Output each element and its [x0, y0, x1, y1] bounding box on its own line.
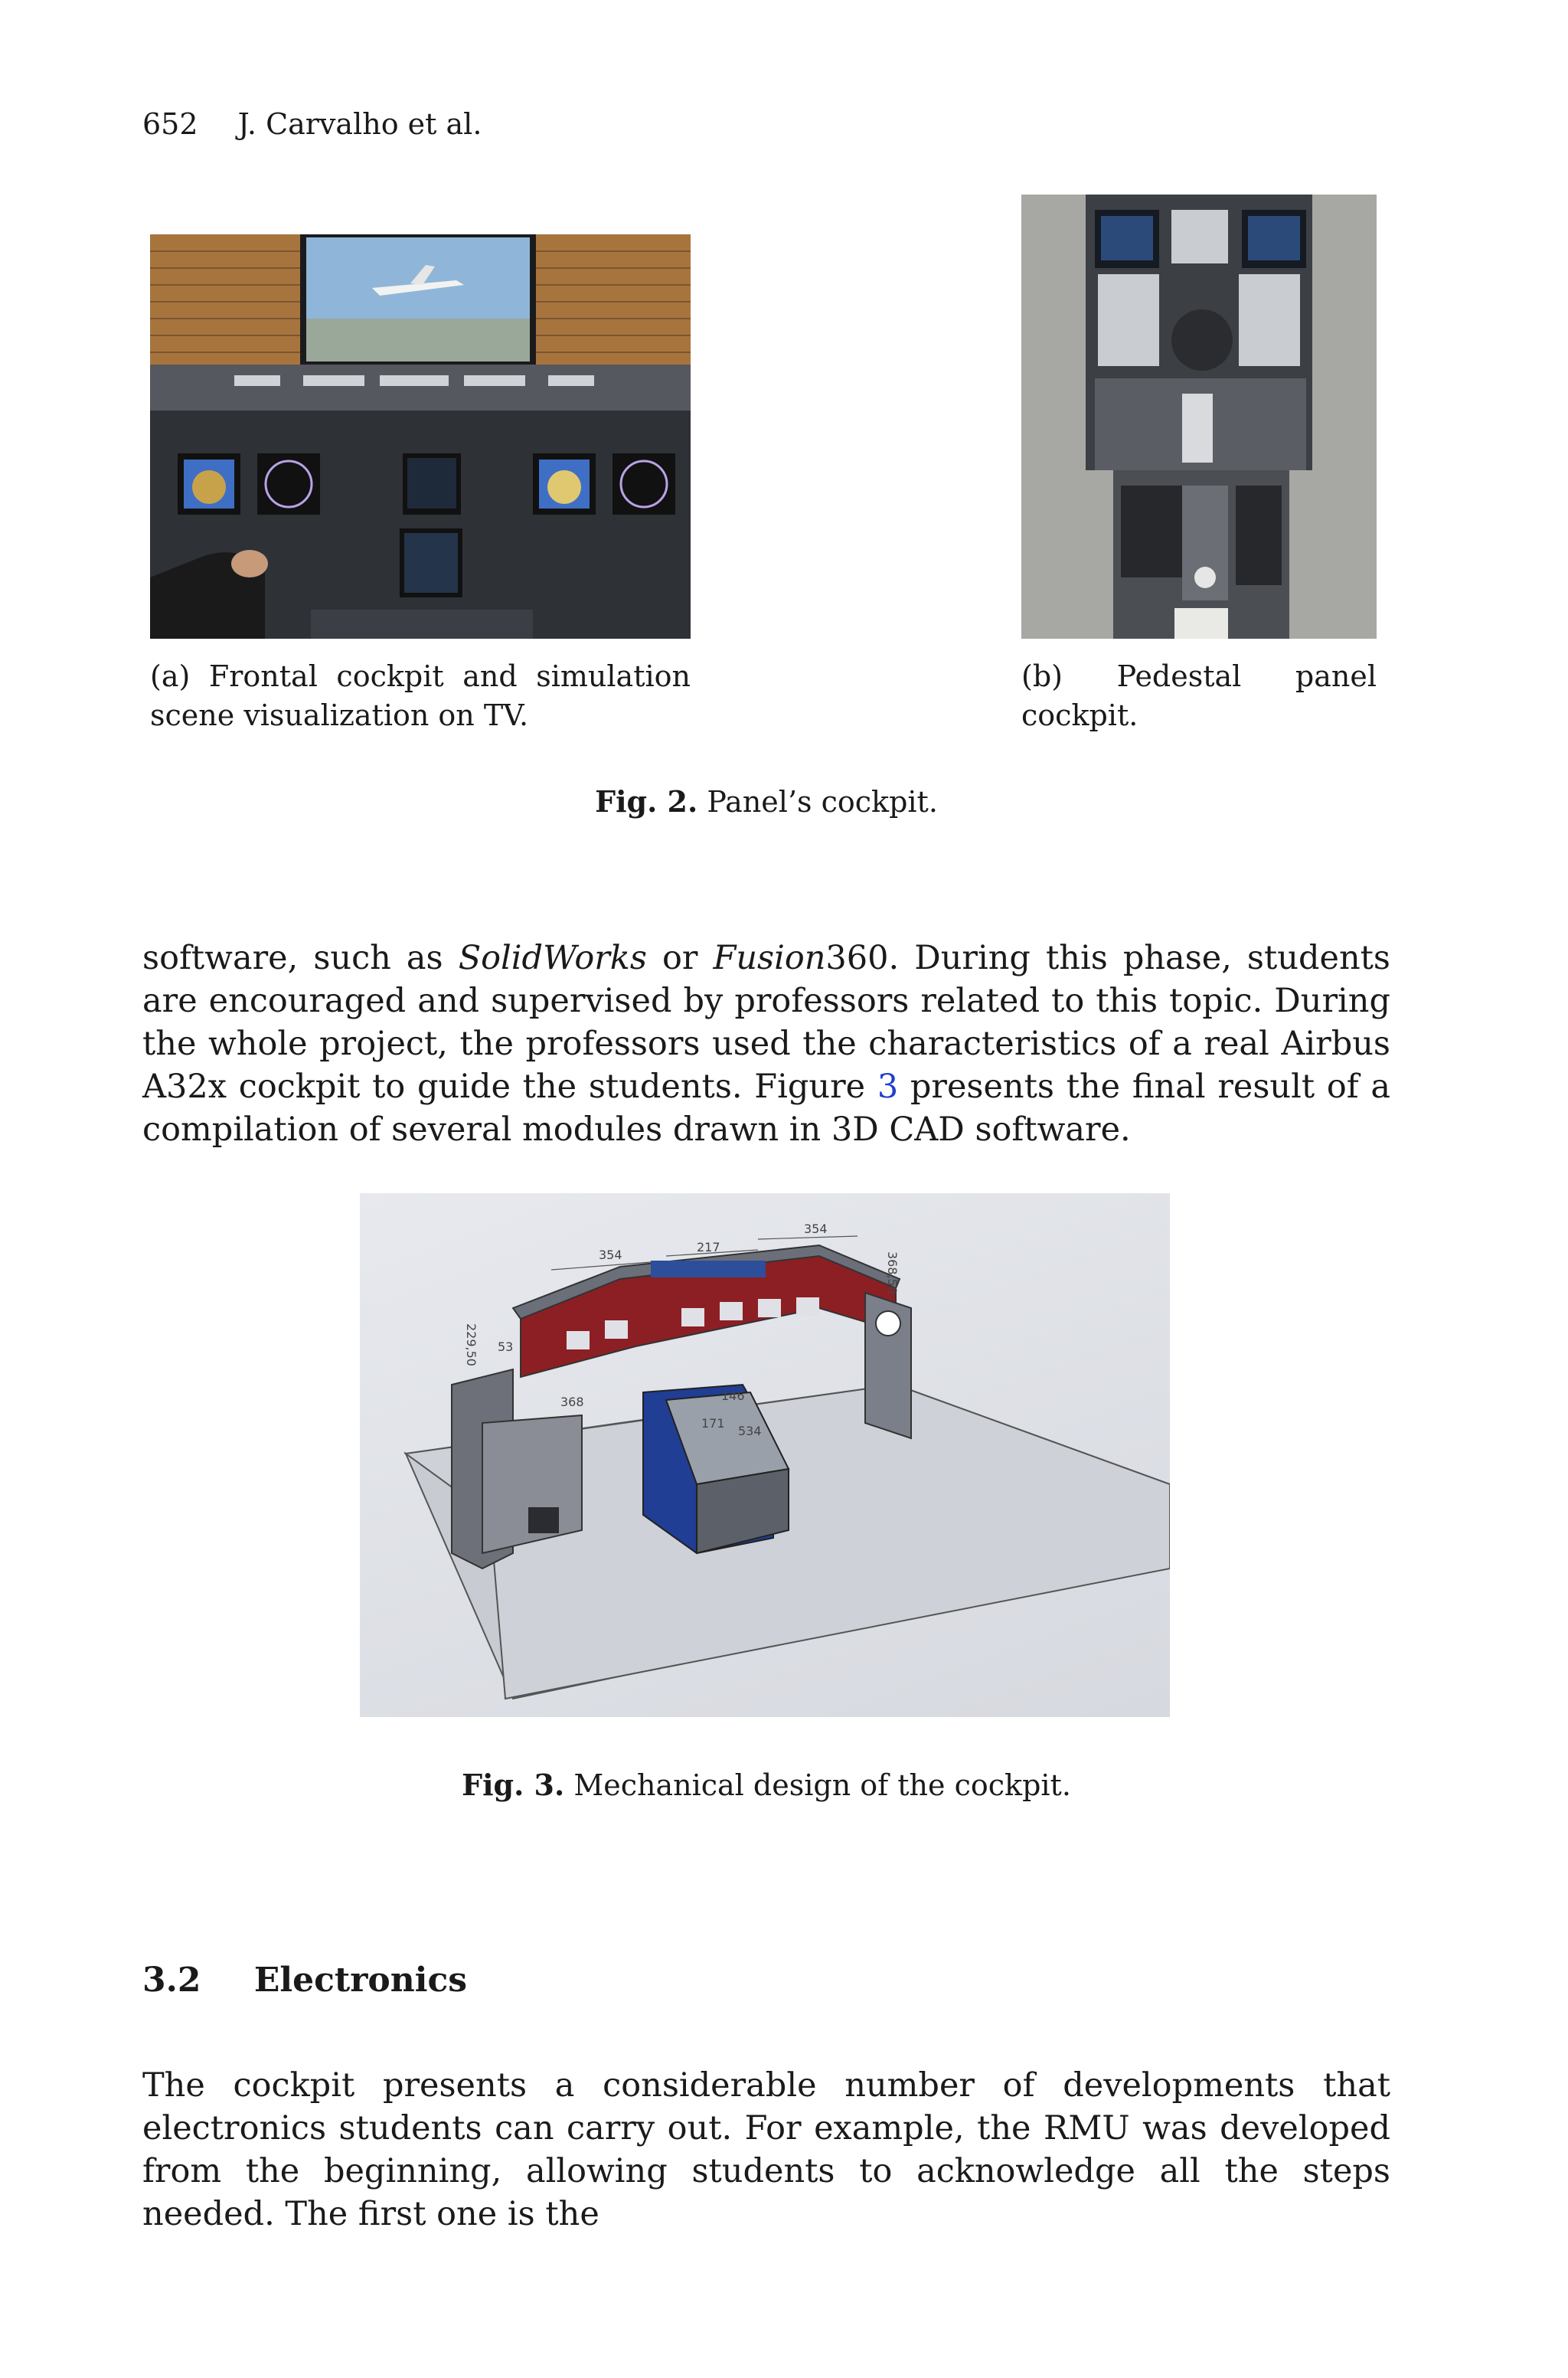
dimension-label: 229,50: [464, 1323, 479, 1366]
figure-3-caption: [142, 1768, 1390, 1802]
text-run: software, such as: [142, 939, 459, 977]
body-paragraph-1: [142, 937, 1390, 1151]
text-run: or: [646, 939, 714, 977]
dimension-label: 368: [560, 1395, 584, 1409]
section-title: Electronics: [253, 1961, 468, 2000]
figure-2b-caption: [1021, 657, 1377, 735]
software-name-fusion: Fusion: [713, 939, 826, 977]
body-paragraph-2: The cockpit presents a considerable number of developments that electronics students can carry out. For example, the RMU was developed from the beginning, allowing students to acknowledge all the steps needed. The first one is the: [142, 2066, 1390, 2233]
dimension-label: 171: [701, 1416, 725, 1431]
text-run: presents the final result of a compilation of several modules drawn in 3D CAD software.: [142, 1068, 1391, 1149]
running-authors: J. Carvalho et al.: [237, 107, 482, 141]
text-run: . During this phase, students are encouraged and supervised by professors related to this topic. During the whole project, the professors used the characteristics of a real Airbus A32x cockpit to guide the students. Figure: [142, 939, 1390, 1106]
figure-2-caption: [142, 784, 1390, 819]
figure-2b-image: [1021, 195, 1377, 639]
running-header: [142, 107, 482, 141]
subfigure-label: (a): [150, 659, 191, 693]
subfigure-caption-text: Pedestal panel cockpit.: [1021, 659, 1377, 732]
figure-2a-image: [150, 234, 691, 639]
page-number: 652: [142, 107, 198, 141]
section-number: 3.2: [142, 1961, 201, 2000]
dimension-label: 534: [738, 1424, 762, 1438]
figure-3-label: Fig. 3.: [462, 1768, 565, 1802]
dimension-label: 146: [721, 1389, 745, 1403]
dimension-label: 217: [697, 1240, 720, 1254]
figure-3-image: [360, 1193, 1170, 1717]
figure-3-reference-link[interactable]: 3: [877, 1068, 899, 1106]
subfigure-label: (b): [1021, 659, 1063, 693]
dimension-label: 354: [804, 1222, 828, 1236]
figure-2a-caption: [150, 657, 691, 735]
dimension-label: 53: [498, 1339, 514, 1354]
software-name-fusion-version: 360: [825, 939, 889, 977]
figure-2-label: Fig. 2.: [595, 784, 698, 819]
subfigure-caption-text: Frontal cockpit and simulation scene visualization on TV.: [150, 659, 691, 732]
dimension-label: 368,50: [885, 1251, 900, 1294]
section-heading: [142, 1961, 467, 2000]
dimension-label: 354: [599, 1248, 622, 1262]
software-name-solidworks: SolidWorks: [458, 939, 647, 977]
figure-2-caption-text: Panel’s cockpit.: [707, 785, 938, 819]
figure-3-caption-text: Mechanical design of the cockpit.: [573, 1768, 1071, 1802]
